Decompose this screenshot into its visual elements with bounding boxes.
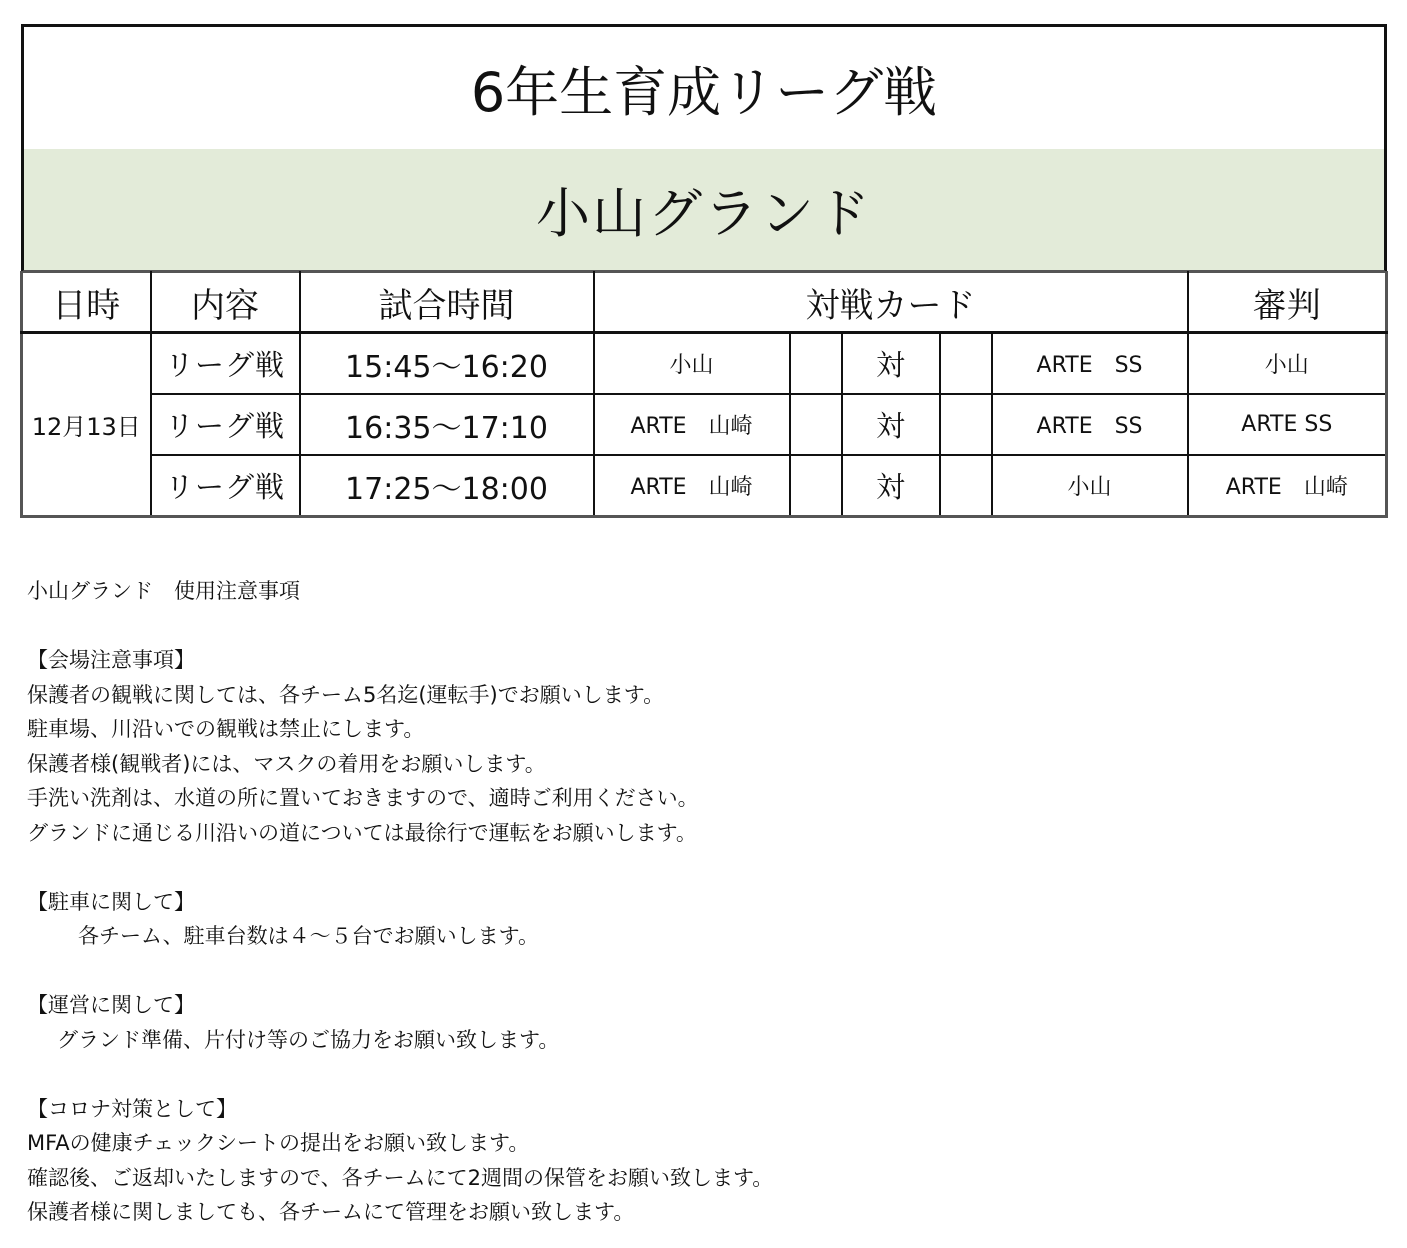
team-a-cell: ARTE 山崎 (594, 394, 790, 455)
section-title-corona: 【コロナ対策として】 (27, 1096, 237, 1121)
header-match-time: 試合時間 (300, 272, 594, 333)
referee-cell: 小山 (1188, 333, 1387, 395)
vs-cell: 対 (842, 333, 940, 395)
blank-cell (940, 333, 992, 395)
team-a-cell: ARTE 山崎 (594, 455, 790, 517)
team-b-cell: 小山 (992, 455, 1188, 517)
note-line: 駐車場、川沿いでの観戦は禁止にします。 (27, 717, 425, 741)
schedule-table (20, 271, 1388, 518)
blank-cell (940, 394, 992, 455)
note-line: グランドに通じる川沿いの道については最徐行で運転をお願いします。 (27, 820, 697, 845)
note-line: 手洗い洗剤は、水道の所に置いておきますので、適時ご利用ください。 (27, 786, 699, 810)
table-header-row (22, 272, 1387, 333)
note-line: 保護者様(観戦者)には、マスクの着用をお願いします。 (27, 751, 546, 776)
notes-heading: 小山グランド 使用注意事項 (27, 579, 300, 603)
table-row (22, 394, 1387, 455)
section-title-venue: 【会場注意事項】 (27, 648, 195, 672)
blank-cell (940, 455, 992, 517)
content-cell: リーグ戦 (151, 394, 300, 455)
note-line: 確認後、ご返却いたしますので、各チームにて2週間の保管をお願い致します。 (27, 1165, 774, 1190)
content-cell: リーグ戦 (151, 333, 300, 395)
vs-cell: 対 (842, 394, 940, 455)
date-cell: 12月13日 (22, 333, 151, 517)
time-cell: 17:25～18:00 (300, 455, 594, 517)
referee-cell: ARTE 山崎 (1188, 455, 1387, 517)
note-line: 各チーム、駐車台数は４～５台でお願いします。 (78, 924, 539, 948)
section-title-parking: 【駐車に関して】 (27, 889, 195, 914)
table-row (22, 455, 1387, 517)
blank-cell (790, 455, 842, 517)
team-b-cell: ARTE SS (992, 394, 1188, 455)
team-a-cell: 小山 (594, 333, 790, 395)
referee-cell: ARTE SS (1188, 394, 1387, 455)
header-content: 内容 (151, 272, 300, 333)
blank-cell (790, 333, 842, 395)
note-line: 保護者様に関しましても、各チームにて管理をお願い致します。 (27, 1200, 635, 1224)
vs-cell: 対 (842, 455, 940, 517)
note-line: MFAの健康チェックシートの提出をお願い致します。 (27, 1131, 530, 1155)
time-cell: 16:35～17:10 (300, 394, 594, 455)
note-line: グランド準備、片付け等のご協力をお願い致します。 (57, 1027, 560, 1052)
header-matchup: 対戦カード (594, 272, 1188, 333)
usage-notes (27, 574, 1367, 1230)
section-title-operation: 【運営に関して】 (27, 993, 195, 1017)
header-referee: 審判 (1188, 272, 1387, 333)
blank-cell (790, 394, 842, 455)
time-cell: 15:45～16:20 (300, 333, 594, 395)
note-line: 保護者の観戦に関しては、各チーム5名迄(運転手)でお願いします。 (27, 682, 665, 707)
page-title: 6年生育成リーグ戦 (21, 24, 1387, 152)
venue-name: 小山グランド (21, 149, 1387, 272)
header-date: 日時 (22, 272, 151, 333)
table-row (22, 333, 1387, 395)
content-cell: リーグ戦 (151, 455, 300, 517)
team-b-cell: ARTE SS (992, 333, 1188, 395)
